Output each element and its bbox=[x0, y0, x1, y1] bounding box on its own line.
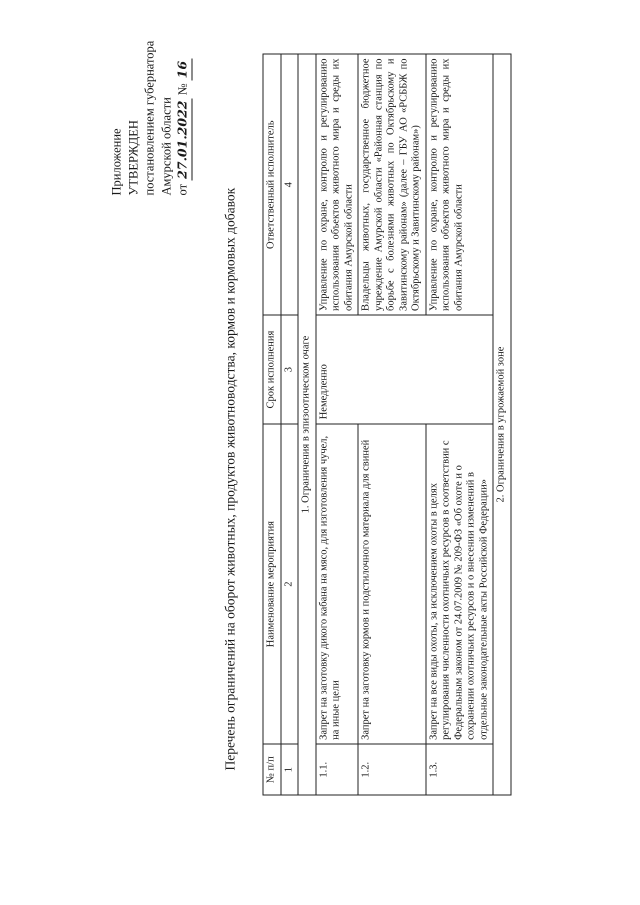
section-row bbox=[493, 54, 511, 795]
handwritten-number: 16 bbox=[174, 58, 192, 79]
table-row bbox=[315, 54, 358, 795]
date-prefix: от bbox=[175, 183, 189, 195]
row-measure: Запрет на заготовку дикого кабана на мясо, для изготовления чучел, на иные цели bbox=[315, 423, 358, 744]
section-row bbox=[298, 54, 316, 795]
row-executor: Управление по охране, контролю и регулированию использования объектов животного мира и среды их обитания Амурской области bbox=[425, 54, 493, 315]
column-number: 1 bbox=[280, 744, 298, 795]
approval-approved: УТВЕРЖДЕН bbox=[125, 119, 140, 195]
row-number: 1.2. bbox=[358, 744, 426, 795]
table-row bbox=[425, 54, 493, 795]
approval-date-line bbox=[174, 40, 192, 195]
number-label: № bbox=[175, 82, 189, 95]
row-executor: Владельцы животных, государственное бюджетное учреждение Амурской области «Районная станция по борьбе с болезнями животных по Октябрьскому и Завитинскому районам» (далее – ГБУ АО «РСББЖ по Октябрьскому и Завитинскому районам») bbox=[358, 54, 426, 315]
header-number: № п/п bbox=[263, 744, 281, 795]
row-deadline: Немедленно bbox=[315, 315, 493, 423]
table-row bbox=[358, 54, 426, 795]
header-deadline: Срок исполнения bbox=[263, 315, 281, 423]
approval-region: Амурской области bbox=[158, 96, 173, 195]
measures-table bbox=[262, 53, 511, 795]
row-number: 1.3. bbox=[425, 744, 493, 795]
column-number: 2 bbox=[280, 423, 298, 744]
document-title: Перечень ограничений на оборот животных, продуктов животноводства, кормов и кормовых добавок bbox=[222, 187, 237, 770]
column-number: 3 bbox=[280, 315, 298, 423]
section-title-outbreak: 1. Ограничения в эпизоотическом очаге bbox=[298, 54, 316, 795]
header-executor: Ответственный исполнитель bbox=[263, 54, 281, 315]
row-measure: Запрет на все виды охоты, за исключением охоты в целях регулирования численности охотничьих ресурсов в соответствии с Федеральным законом от 24.07.2009 № 209-ФЗ «Об охоте и о сохранении охотничьих ресурсов и о внесении изменений в отдельные законодательные акты Российской Федерации» bbox=[425, 423, 493, 744]
approval-decree: постановлением губернатора bbox=[142, 40, 156, 195]
approval-appendix: Приложение bbox=[109, 127, 123, 195]
column-number-row bbox=[280, 54, 298, 795]
section-title-threatened-zone: 2. Ограничения в угрожаемой зоне bbox=[493, 54, 511, 795]
column-number: 4 bbox=[280, 54, 298, 315]
approval-stamp bbox=[108, 40, 192, 195]
table-header-row bbox=[263, 54, 281, 795]
row-number: 1.1. bbox=[315, 744, 358, 795]
row-executor: Управление по охране, контролю и регулированию использования объектов животного мира и среды их обитания Амурской области bbox=[315, 54, 358, 315]
header-measure: Наименование мероприятия bbox=[263, 423, 281, 744]
row-measure: Запрет на заготовку кормов и подстилочного материала для свиней bbox=[358, 423, 426, 744]
handwritten-date: 27.01.2022 bbox=[174, 98, 192, 180]
